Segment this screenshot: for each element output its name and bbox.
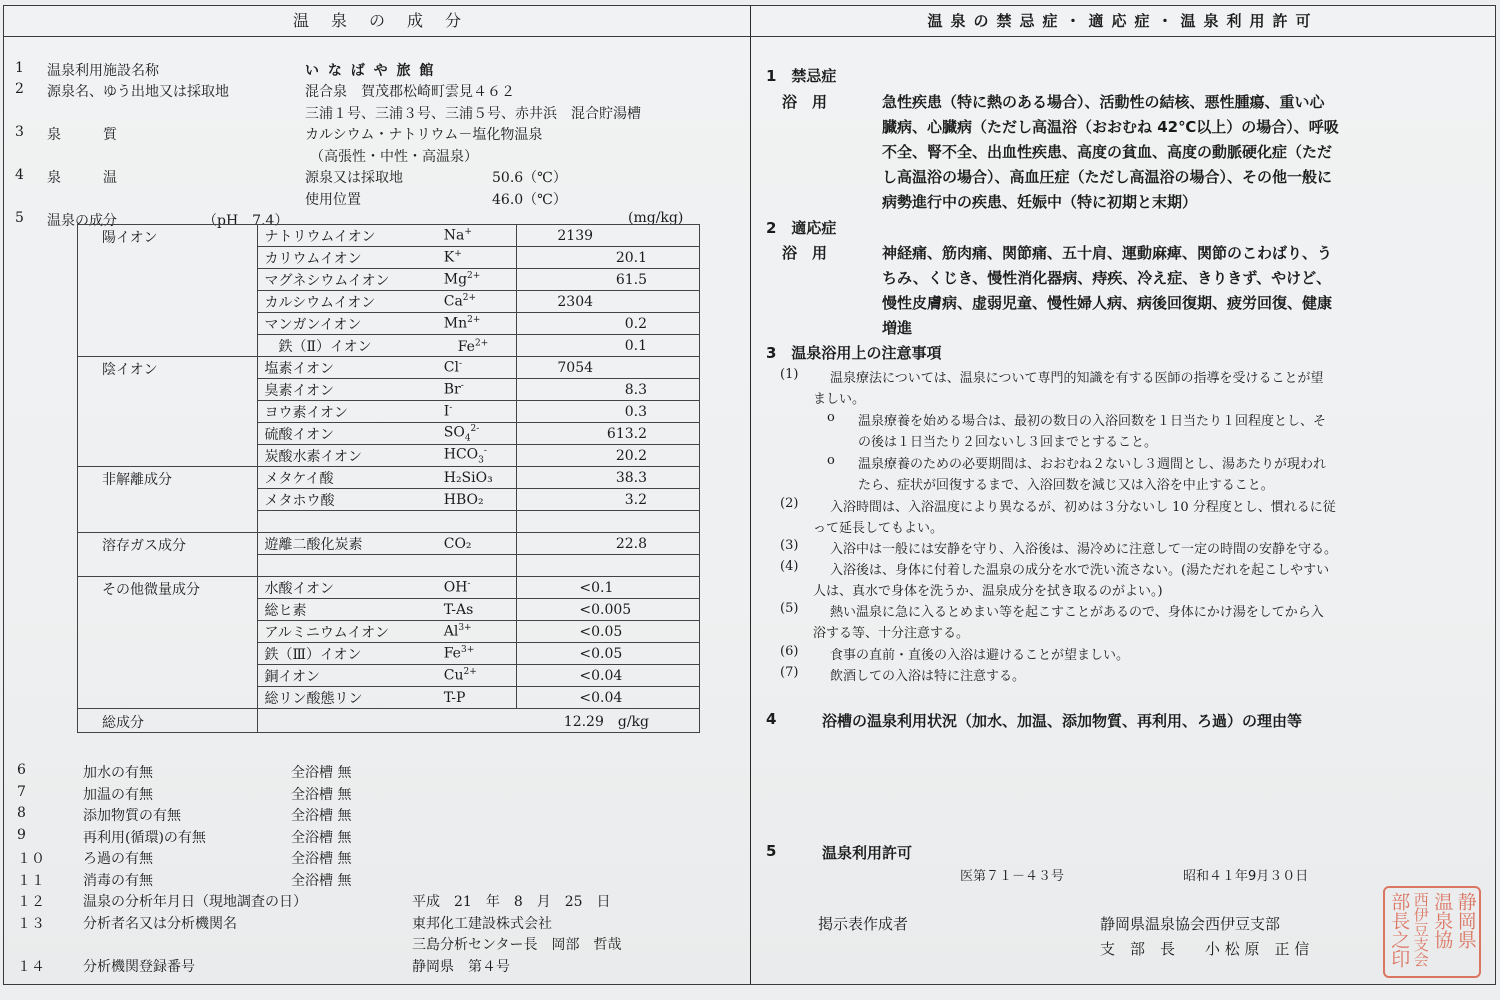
ion-formula: OH- [438,577,517,599]
ion-value: 20.1 [517,247,700,269]
item-label: 温泉の分析年月日（現地調査の日） [83,894,307,910]
ion-formula: T-P [438,687,517,709]
item-number: １１ [17,873,45,889]
section-heading: 1 禁忌症 [766,67,837,85]
item-label: 源泉名、ゆう出地又は採取地 [47,84,229,100]
note-number: (1) [780,367,799,382]
note-line: ましい。 [813,392,866,407]
ion-name: カリウムイオン [258,247,438,269]
note-number: (5) [780,601,799,616]
note-line: 入浴後は、身体に付着した温泉の成分を水で洗い流さない。(湯ただれを起こしやすい [830,563,1330,578]
category-cations: 陽イオン [78,225,258,357]
section-sub: 浴 用 [782,93,828,111]
item-number: 5 [15,210,24,226]
text-line: ちみ、くじき、慢性消化器病、痔疾、冷え症、きりきず、やけど、 [882,269,1332,287]
analysis-date: 平成 21 年 8 月 25 日 [412,894,611,910]
registration-number: 静岡県 第４号 [412,959,510,975]
total-label: 総成分 [78,709,258,733]
ion-name: カルシウムイオン [258,291,438,313]
item-number: １４ [17,959,45,975]
note-line: 温泉療養のための必要期間は、おおむね２ないし３週間とし、湯あたりが現われ [858,457,1327,472]
ion-value: <0.05 [517,621,700,643]
ion-value: 613.2 [517,423,700,445]
note-line: 温泉療法については、温泉について専門的知識を有する医師の指導を受けることが望 [830,371,1324,386]
table-row [78,467,700,489]
item-number: 9 [17,827,26,843]
analyst-org: 東邦化工建設株式会社 [412,916,552,932]
ion-name: 銅イオン [258,665,438,687]
ion-value: 0.2 [517,313,700,335]
text-line: 病勢進行中の疾患、妊娠中（特に初期と末期） [882,193,1198,211]
ion-value: 38.3 [517,467,700,489]
section-number: 4 [766,710,777,728]
item-number: 4 [15,167,24,183]
ion-formula: $Cu^{2+}$ [438,665,517,687]
item-label: 泉 質 [47,127,117,143]
spring-quality: カルシウム・ナトリウム－塩化物温泉 [305,127,543,143]
ion-name: メタホウ酸 [258,489,438,511]
indications-title: 温泉の禁忌症・適応症・温泉利用許可 [751,6,1495,37]
category-trace: その他微量成分 [78,577,258,709]
ion-formula: Br- [438,379,517,401]
note-line: たら、症状が回復するまで、入浴回数を減じ又は入浴を中止すること。 [858,478,1274,493]
note-line: 入浴時間は、入浴温度により異なるが、初めは３分ないし 10 分程度とし、慣れるに従 [830,500,1336,515]
text-line: し高温浴の場合）、高血圧症（ただし高温浴の場合）、その他一般に [882,168,1333,186]
category-anions: 陰イオン [78,357,258,467]
item-value: 全浴槽 無 [291,873,352,889]
ion-formula: T-As [438,599,517,621]
note-number: (4) [780,559,799,574]
ion-formula: $Fe^{3+}$ [438,643,517,665]
ion-formula: CO₂ [438,533,517,555]
ion-value: <0.1 [517,577,700,599]
total-row [78,709,700,733]
ion-value: 0.3 [517,401,700,423]
facility-name: い な ば や 旅 館 [305,63,436,79]
item-number: 8 [17,805,26,821]
note-number: (2) [780,496,799,511]
creator-org: 静岡県温泉協会西伊豆支部 [1100,915,1281,933]
item-number: 7 [17,784,26,800]
composition-table [77,224,700,733]
ion-value: 61.5 [517,269,700,291]
category-nondissociated: 非解離成分 [78,467,258,533]
spring-classification: （高張性・中性・高温泉） [310,149,478,165]
temp-source-label: 源泉又は採取地 [305,170,403,186]
ion-formula: $SO_4^{2-}$ [438,423,517,445]
note-line: 浴する等、十分注意する。 [813,626,970,641]
note-line: って延長してもよい。 [813,521,944,536]
note-line: の後は１日当たり２回ないし３回までとすること。 [858,435,1158,450]
item-number: １３ [17,916,45,932]
section-heading: 温泉利用許可 [822,844,913,862]
bullet-icon: o [827,410,835,425]
note-line: 人は、真水で身体を洗うか、温泉成分を拭き取るのがよい。) [813,584,1163,599]
ion-formula: Na+ [438,225,517,247]
temp-use-label: 使用位置 [305,192,361,208]
composition-title: 温泉の成分 [4,6,750,37]
item-value: 全浴槽 無 [291,787,352,803]
seal-stamp-icon [1383,886,1481,978]
permit-number: 医第７１－４３号 [960,869,1065,884]
ion-value: 3.2 [517,489,700,511]
ion-name: 遊離二酸化炭素 [258,533,438,555]
ion-value: <0.05 [517,643,700,665]
section-number: 5 [766,842,777,860]
item-label: ろ過の有無 [83,851,153,867]
ion-name: アルミニウムイオン [258,621,438,643]
ion-name: マグネシウムイオン [258,269,438,291]
ion-value: 22.8 [517,533,700,555]
ion-value: 0.1 [517,335,700,357]
item-label: 消毒の有無 [83,873,153,889]
section-heading: 2 適応症 [766,219,837,237]
item-number: １０ [17,851,45,867]
ion-name: 総リン酸態リン [258,687,438,709]
category-gas: 溶存ガス成分 [78,533,258,577]
item-number: 1 [15,60,24,76]
stamp-column: 部長之印 [1388,892,1411,968]
ph-value: （pH 7.4） [203,213,289,229]
temp-use-value: 46.0（℃） [492,192,567,208]
ion-formula: $Ca^{2+}$ [438,291,517,313]
ion-value: 8.3 [517,379,700,401]
ion-name: 塩素イオン [258,357,438,379]
text-line: 不全、腎不全、出血性疾患、高度の貧血、高度の動脈硬化症（ただ [882,143,1333,161]
text-line: 増進 [882,319,913,337]
item-number: 2 [15,81,24,97]
ion-formula: H₂SiO₃ [438,467,517,489]
ion-value: <0.04 [517,687,700,709]
ion-value: 2304 [517,291,700,313]
ion-value: 2139 [517,225,700,247]
ion-value: <0.005 [517,599,700,621]
item-number: １２ [17,894,45,910]
note-line: 温泉療養を始める場合は、最初の数日の入浴回数を１日当たり１回程度とし、そ [858,414,1327,429]
bullet-icon: o [827,453,835,468]
ion-formula: $Fe^{2+}$ [438,335,517,357]
item-label: 分析機関登録番号 [83,959,195,975]
ion-value: 7054 [517,357,700,379]
item-value: 全浴槽 無 [291,851,352,867]
source-names: 三浦１号、三浦３号、三浦５号、赤井浜 混合貯湯槽 [305,106,641,122]
item-label: 添加物質の有無 [83,808,181,824]
table-row [78,225,700,247]
temp-source-value: 50.6（℃） [492,170,567,186]
item-label: 温泉利用施設名称 [47,63,159,79]
item-label: 泉 温 [47,170,117,186]
ion-formula: HBO₂ [438,489,517,511]
ion-formula: I- [438,401,517,423]
permit-date: 昭和４１年9月３０日 [1183,869,1309,884]
note-number: (7) [780,665,799,680]
item-value: 全浴槽 無 [291,830,352,846]
creator-label: 掲示表作成者 [818,915,909,933]
ion-formula: Cl- [438,357,517,379]
section-heading: 3 温泉浴用上の注意事項 [766,344,942,362]
stamp-column: 温泉協 [1431,892,1454,949]
text-line: 臓病、心臓病（ただし高温浴（おおむね 42℃以上）の場合）、呼吸 [882,118,1339,136]
ion-name: ヨウ素イオン [258,401,438,423]
text-line: 神経痛、筋肉痛、関節痛、五十肩、運動麻痺、関節のこわばり、う [882,244,1333,262]
note-number: (3) [780,538,799,553]
ion-name: 炭酸水素イオン [258,445,438,467]
note-line: 飲酒しての入浴は特に注意する。 [830,669,1026,684]
table-row [78,577,700,599]
ion-name: 鉄（Ⅲ）イオン [258,643,438,665]
creator-name: 支 部 長 小 松 原 正 信 [1100,940,1310,958]
stamp-column: 西伊豆支会 [1411,892,1430,967]
text-line: 急性疾患（特に熱のある場合）、活動性の結核、悪性腫瘍、重い心 [882,93,1325,111]
item-number: 6 [17,762,26,778]
ion-name: 水酸イオン [258,577,438,599]
ion-formula: $HCO_3^-$ [438,445,517,467]
text-line: 慢性皮膚病、虚弱児童、慢性婦人病、病後回復期、疲労回復、健康 [882,294,1333,312]
analyst-name: 三島分析センター長 岡部 哲哉 [412,937,622,953]
ion-name: マンガンイオン [258,313,438,335]
ion-name: 硫酸イオン [258,423,438,445]
item-number: 3 [15,124,24,140]
ion-formula: $Al^{3+}$ [438,621,517,643]
table-row [78,533,700,555]
ion-name: ナトリウムイオン [258,225,438,247]
note-number: (6) [780,644,799,659]
item-label: 加水の有無 [83,765,153,781]
item-label: 温泉の成分 [47,213,117,229]
ion-formula: K+ [438,247,517,269]
ion-value: 20.2 [517,445,700,467]
ion-formula: $Mn^{2+}$ [438,313,517,335]
ion-name: 総ヒ素 [258,599,438,621]
ion-name: 臭素イオン [258,379,438,401]
ion-formula: $Mg^{2+}$ [438,269,517,291]
note-line: 入浴中は一般には安静を守り、入浴後は、湯冷めに注意して一定の時間の安静を守る。 [830,542,1338,557]
stamp-column: 静岡県 [1454,892,1477,949]
item-value: 全浴槽 無 [291,808,352,824]
total-value: 12.29 g/kg [258,709,700,733]
item-label: 再利用(循環)の有無 [83,830,206,846]
section-heading: 浴槽の温泉利用状況（加水、加温、添加物質、再利用、ろ過）の理由等 [822,712,1303,730]
note-line: 熱い温泉に急に入るとめまい等を起こすことがあるので、身体にかけ湯をしてから入 [830,605,1324,620]
section-sub: 浴 用 [782,244,828,262]
table-row [78,357,700,379]
unit-label: (mg/kg) [628,210,684,226]
source-location: 混合泉 賀茂郡松崎町雲見４６２ [305,84,515,100]
item-label: 分析者名又は分析機関名 [83,916,237,932]
item-label: 加温の有無 [83,787,153,803]
note-line: 食事の直前・直後の入浴は避けることが望ましい。 [830,648,1130,663]
ion-name: 鉄（Ⅱ）イオン [258,335,438,357]
item-value: 全浴槽 無 [291,765,352,781]
ion-value: <0.04 [517,665,700,687]
ion-name: メタケイ酸 [258,467,438,489]
